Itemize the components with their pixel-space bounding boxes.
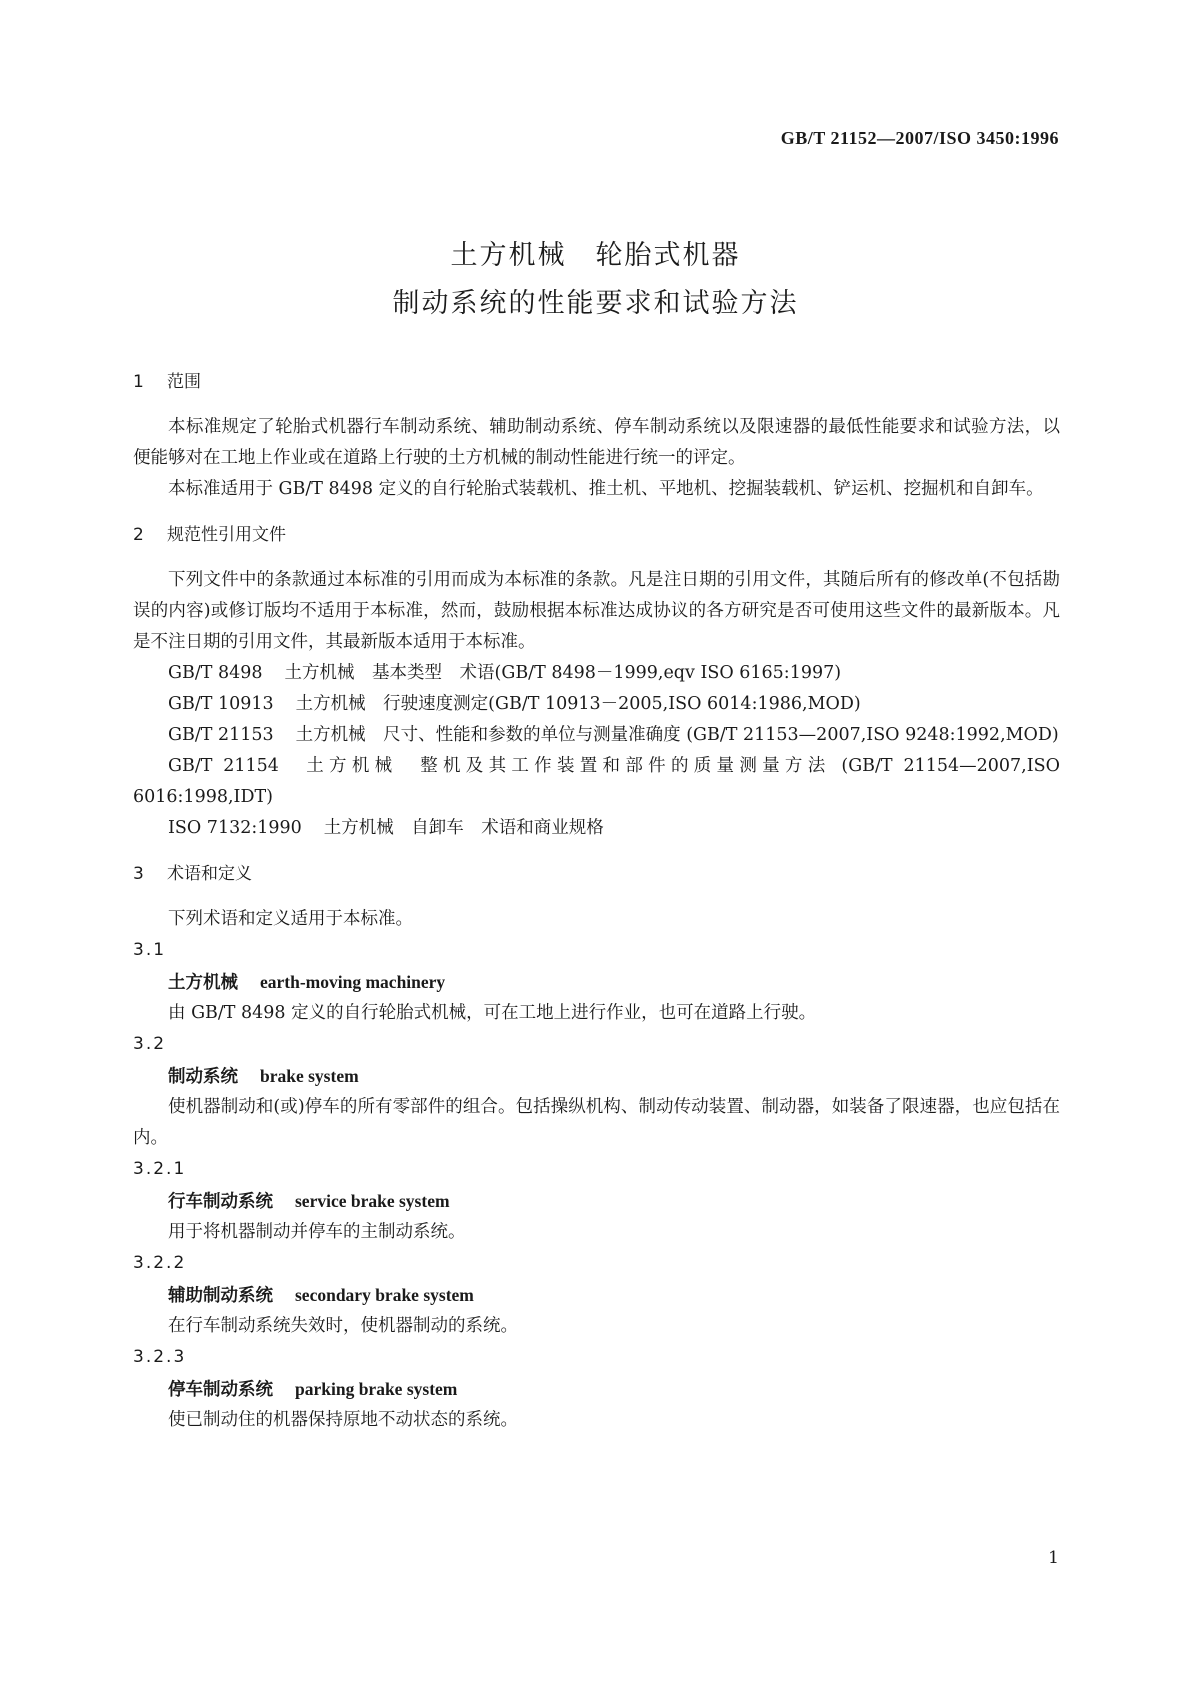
- reference-code: GB/T 10913: [168, 694, 274, 714]
- reference-code: GB/T 21154: [168, 756, 279, 776]
- reference-code: ISO 7132:1990: [168, 818, 302, 838]
- reference-text: 土方机械 整机及其工作装置和部件的质量测量方法 (GB/T 21154—2007,ISO 6016:1998,IDT): [133, 756, 1060, 807]
- clause-number: 3.2: [133, 1034, 167, 1054]
- term-chinese: 行车制动系统: [168, 1192, 273, 1212]
- section-number: 3: [133, 864, 144, 884]
- term-definition: 用于将机器制动并停车的主制动系统。: [168, 1222, 466, 1242]
- clause-number: 3.2.1: [133, 1159, 187, 1179]
- clause-number: 3.1: [133, 940, 167, 960]
- reference-item: [133, 751, 1060, 813]
- term-english: earth-moving machinery: [260, 972, 446, 992]
- term-english: parking brake system: [295, 1379, 458, 1399]
- section-title: 规范性引用文件: [167, 525, 286, 545]
- reference-text: 土方机械 自卸车 术语和商业规格: [323, 818, 604, 838]
- term-entry: [133, 966, 1060, 998]
- term-definition: 由 GB/T 8498 定义的自行轮胎式机械，可在工地上进行作业，也可在道路上行驶。: [168, 1003, 817, 1023]
- reference-text: 土方机械 尺寸、性能和参数的单位与测量准确度 (GB/T 21153—2007,ISO 9248:1992,MOD): [295, 725, 1059, 745]
- term-entry: [133, 1279, 1060, 1311]
- section-3-heading: [133, 858, 1060, 890]
- reference-item: [133, 658, 1060, 689]
- term-english: brake system: [260, 1066, 359, 1086]
- term-definition: 使机器制动和(或)停车的所有零部件的组合。包括操纵机构、制动传动装置、制动器，如装备了限速器，也应包括在内。: [133, 1097, 1060, 1148]
- title-line-2: 制动系统的性能要求和试验方法: [392, 288, 799, 319]
- reference-text: 土方机械 基本类型 术语(GB/T 8498－1999,eqv ISO 6165:1997): [284, 663, 842, 683]
- term-english: service brake system: [295, 1191, 450, 1211]
- section-number: 1: [133, 372, 144, 392]
- term-chinese: 土方机械: [168, 973, 238, 993]
- term-entry: [133, 1373, 1060, 1405]
- section-1-paragraph: 本标准规定了轮胎式机器行车制动系统、辅助制动系统、停车制动系统以及限速器的最低性能要求和试验方法，以便能够对在工地上作业或在道路上行驶的土方机械的制动性能进行统一的评定。: [133, 417, 1060, 468]
- section-2-heading: [133, 519, 1060, 551]
- clause-number: 3.2.2: [133, 1253, 187, 1273]
- term-entry: [133, 1060, 1060, 1092]
- reference-code: GB/T 8498: [168, 663, 263, 683]
- section-3-intro: 下列术语和定义适用于本标准。: [168, 909, 413, 929]
- term-chinese: 停车制动系统: [168, 1380, 273, 1400]
- reference-code: GB/T 21153: [168, 725, 274, 745]
- section-title: 术语和定义: [167, 864, 252, 884]
- document-body: [133, 366, 1060, 1436]
- page-number: 1: [1048, 1548, 1059, 1568]
- section-1-paragraph: 本标准适用于 GB/T 8498 定义的自行轮胎式装载机、推土机、平地机、挖掘装载机、铲运机、挖掘机和自卸车。: [168, 479, 1044, 499]
- reference-item: [133, 813, 1060, 844]
- document-title: [0, 232, 1191, 328]
- term-definition: 在行车制动系统失效时，使机器制动的系统。: [168, 1316, 518, 1336]
- term-entry: [133, 1185, 1060, 1217]
- section-number: 2: [133, 525, 144, 545]
- clause-number: 3.2.3: [133, 1347, 187, 1367]
- section-title: 范围: [167, 372, 201, 392]
- standard-code: GB/T 21152—2007/ISO 3450:1996: [780, 128, 1059, 148]
- term-definition: 使已制动住的机器保持原地不动状态的系统。: [168, 1410, 518, 1430]
- reference-item: [133, 689, 1060, 720]
- term-english: secondary brake system: [295, 1285, 474, 1305]
- term-chinese: 辅助制动系统: [168, 1286, 273, 1306]
- section-2-intro: 下列文件中的条款通过本标准的引用而成为本标准的条款。凡是注日期的引用文件，其随后所有的修改单(不包括勘误的内容)或修订版均不适用于本标准，然而，鼓励根据本标准达成协议的各方研究是否可使用这些文件的最新版本。凡是不注日期的引用文件，其最新版本适用于本标准。: [133, 570, 1060, 652]
- section-1-heading: [133, 366, 1060, 398]
- term-chinese: 制动系统: [168, 1067, 238, 1087]
- reference-item: [133, 720, 1060, 751]
- reference-text: 土方机械 行驶速度测定(GB/T 10913－2005,ISO 6014:1986,MOD): [295, 694, 861, 714]
- title-line-1: 土方机械 轮胎式机器: [450, 240, 741, 271]
